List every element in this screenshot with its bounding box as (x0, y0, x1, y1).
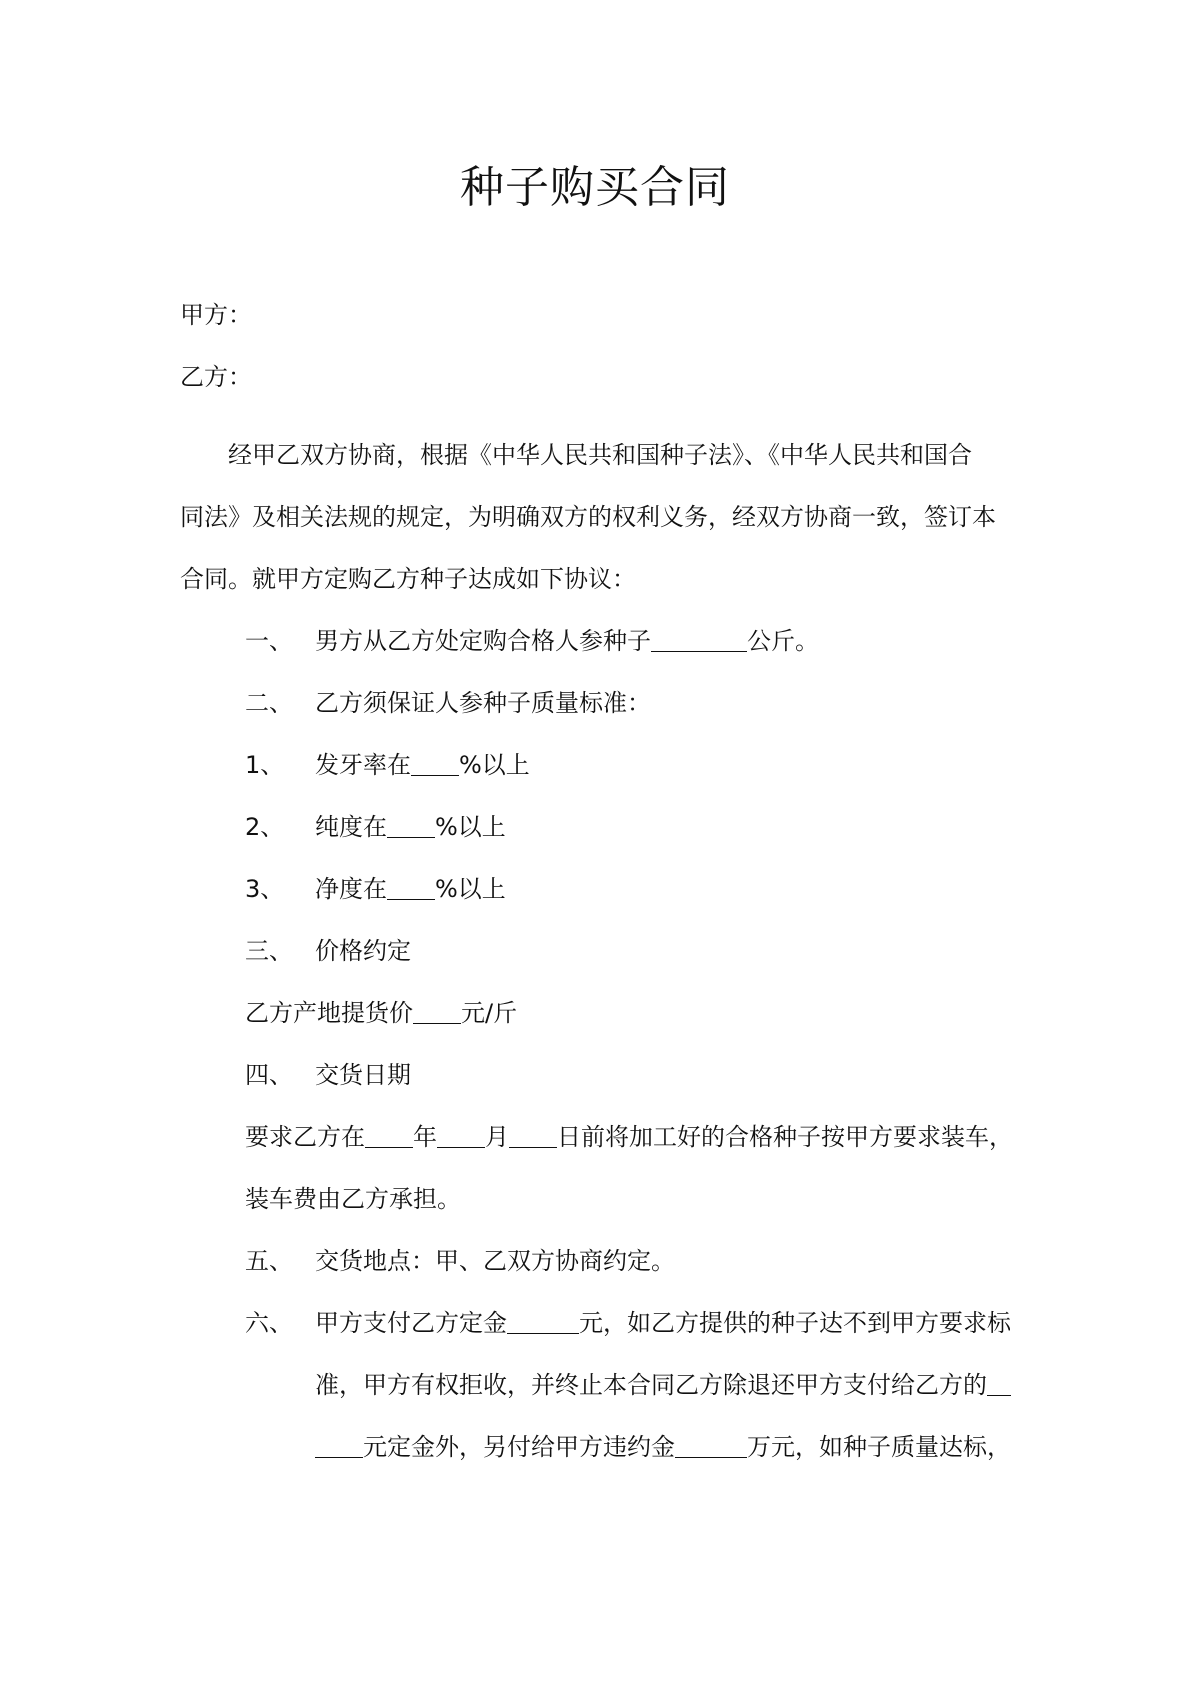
clause-number: 六、 (245, 1309, 293, 1337)
clause-text: 男方从乙方处定购合格人参种子＿＿＿＿公斤。 (315, 627, 819, 655)
clause-text: 乙方须保证人参种子质量标准： (315, 689, 651, 717)
clause-text: 净度在＿＿%以上 (315, 875, 506, 903)
clause-number: 2、 (245, 813, 285, 841)
clause-number: 三、 (245, 937, 293, 965)
clause-text: ＿＿元定金外，另付给甲方违约金＿＿＿万元，如种子质量达标， (315, 1433, 1011, 1461)
intro-line: 合同。就甲方定购乙方种子达成如下协议： (180, 565, 636, 593)
clause-text: 交货日期 (315, 1061, 411, 1089)
clause-text: 纯度在＿＿%以上 (315, 813, 506, 841)
clause-text: 准，甲方有权拒收，并终止本合同乙方除退还甲方支付给乙方的＿ (315, 1371, 1011, 1399)
clause-number: 3、 (245, 875, 285, 903)
clause-number: 五、 (245, 1247, 293, 1275)
party-a-label: 甲方： (180, 301, 252, 329)
clause-text: 交货地点：甲、乙双方协商约定。 (315, 1247, 675, 1275)
party-b-label: 乙方： (180, 363, 252, 391)
clause-text: 装车费由乙方承担。 (245, 1185, 461, 1213)
intro-line: 同法》及相关法规的规定，为明确双方的权利义务，经双方协商一致，签订本 (180, 503, 996, 531)
clause-text: 价格约定 (315, 937, 411, 965)
clause-number: 一、 (245, 627, 293, 655)
clause-text: 要求乙方在＿＿年＿＿月＿＿日前将加工好的合格种子按甲方要求装车， (245, 1123, 1013, 1151)
clause-text: 乙方产地提货价＿＿元/斤 (245, 999, 518, 1027)
clause-text: 甲方支付乙方定金＿＿＿元，如乙方提供的种子达不到甲方要求标 (315, 1309, 1011, 1337)
clause-number: 二、 (245, 689, 293, 717)
clause-number: 1、 (245, 751, 285, 779)
clause-number: 四、 (245, 1061, 293, 1089)
intro-line: 经甲乙双方协商，根据《中华人民共和国种子法》、《中华人民共和国合 (228, 441, 972, 469)
clause-text: 发牙率在＿＿%以上 (315, 751, 530, 779)
page-title: 种子购买合同 (460, 162, 730, 213)
